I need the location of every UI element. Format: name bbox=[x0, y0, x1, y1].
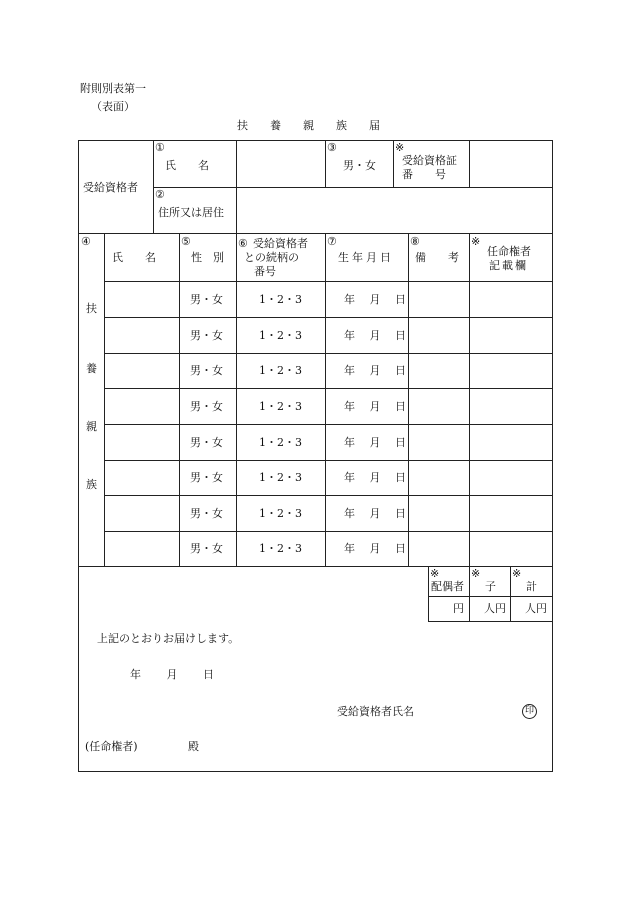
address-label: 住所又は居住 bbox=[158, 206, 224, 219]
dependents-char-1: 扶 bbox=[86, 302, 97, 315]
col-sex: 性 別 bbox=[191, 251, 224, 264]
total-label: 計 bbox=[526, 580, 537, 593]
appointer-label: (任命権者) bbox=[85, 740, 138, 753]
date-field[interactable]: 年 月 日 bbox=[130, 668, 214, 681]
col-relation-3: 番号 bbox=[254, 265, 276, 278]
row-4-sex[interactable]: 男・女 bbox=[190, 400, 223, 413]
signer-label: 受給資格者氏名 bbox=[337, 705, 414, 718]
row-3-relation[interactable]: 1・2・3 bbox=[259, 364, 302, 377]
row-7-sex[interactable]: 男・女 bbox=[190, 507, 223, 520]
row-6-birth[interactable]: 年 月 日 bbox=[344, 471, 406, 484]
address-number: ② bbox=[155, 188, 165, 201]
row-8-relation[interactable]: 1・2・3 bbox=[259, 542, 302, 555]
dependents-number: ④ bbox=[81, 235, 91, 248]
applicant-name-field[interactable] bbox=[237, 141, 325, 187]
dependents-char-3: 親 bbox=[86, 420, 97, 433]
form-title: 扶養親族届 bbox=[237, 119, 402, 132]
name-number: ① bbox=[155, 141, 165, 154]
address-field[interactable] bbox=[237, 188, 552, 233]
appendix-label: 附則別表第一 bbox=[80, 82, 146, 95]
spouse-unit: 円 bbox=[453, 602, 464, 615]
row-6-sex[interactable]: 男・女 bbox=[190, 471, 223, 484]
dependents-char-2: 養 bbox=[86, 362, 97, 375]
row-5-relation[interactable]: 1・2・3 bbox=[259, 436, 302, 449]
row-3-birth[interactable]: 年 月 日 bbox=[344, 364, 406, 377]
applicant-name-label: 氏 名 bbox=[165, 159, 209, 172]
spouse-label: 配偶者 bbox=[431, 580, 464, 593]
total-unit: 人円 bbox=[525, 602, 547, 615]
total-mark: ※ bbox=[512, 567, 522, 580]
row-3-sex[interactable]: 男・女 bbox=[190, 364, 223, 377]
child-mark: ※ bbox=[471, 567, 481, 580]
col-appointer-2: 記載欄 bbox=[489, 259, 528, 272]
col-birth-number: ⑦ bbox=[327, 235, 337, 248]
row-2-relation[interactable]: 1・2・3 bbox=[259, 329, 302, 342]
col-relation-1: 受給資格者 bbox=[253, 237, 308, 250]
row-7-relation[interactable]: 1・2・3 bbox=[259, 507, 302, 520]
applicant-sex-options[interactable]: 男・女 bbox=[343, 159, 376, 172]
child-label: 子 bbox=[485, 580, 496, 593]
row-8-birth[interactable]: 年 月 日 bbox=[344, 542, 406, 555]
child-unit: 人円 bbox=[484, 602, 506, 615]
side-label: （表面） bbox=[91, 100, 135, 113]
col-appointer-1: 任命権者 bbox=[487, 245, 531, 258]
col-name: 氏 名 bbox=[112, 251, 156, 264]
row-5-birth[interactable]: 年 月 日 bbox=[344, 436, 406, 449]
dependents-char-4: 族 bbox=[86, 478, 97, 491]
cert-label-2: 番 号 bbox=[402, 168, 446, 181]
spouse-mark: ※ bbox=[430, 567, 440, 580]
col-birth: 生年月日 bbox=[338, 251, 394, 264]
row-4-birth[interactable]: 年 月 日 bbox=[344, 400, 406, 413]
row-8-sex[interactable]: 男・女 bbox=[190, 542, 223, 555]
declaration-text: 上記のとおりお届けします。 bbox=[97, 632, 240, 645]
cert-number-field[interactable] bbox=[470, 141, 552, 187]
col-relation-number: ⑥ bbox=[238, 237, 248, 250]
applicant-label: 受給資格者 bbox=[83, 181, 138, 194]
row-2-sex[interactable]: 男・女 bbox=[190, 329, 223, 342]
col-sex-number: ⑤ bbox=[181, 235, 191, 248]
row-1-birth[interactable]: 年 月 日 bbox=[344, 293, 406, 306]
col-remarks: 備 考 bbox=[415, 251, 459, 264]
seal-mark: 印 bbox=[522, 704, 537, 719]
honorific-label: 殿 bbox=[188, 740, 199, 753]
row-1-sex[interactable]: 男・女 bbox=[190, 293, 223, 306]
col-relation-2: との続柄の bbox=[244, 251, 299, 264]
col-remarks-number: ⑧ bbox=[410, 235, 420, 248]
row-1-relation[interactable]: 1・2・3 bbox=[259, 293, 302, 306]
sex-number: ③ bbox=[327, 141, 337, 154]
row-5-sex[interactable]: 男・女 bbox=[190, 436, 223, 449]
row-4-relation[interactable]: 1・2・3 bbox=[259, 400, 302, 413]
cert-label-1: 受給資格証 bbox=[402, 154, 457, 167]
row-2-birth[interactable]: 年 月 日 bbox=[344, 329, 406, 342]
row-6-relation[interactable]: 1・2・3 bbox=[259, 471, 302, 484]
row-7-birth[interactable]: 年 月 日 bbox=[344, 507, 406, 520]
col-appointer-mark: ※ bbox=[471, 235, 481, 248]
cert-mark: ※ bbox=[395, 141, 405, 154]
